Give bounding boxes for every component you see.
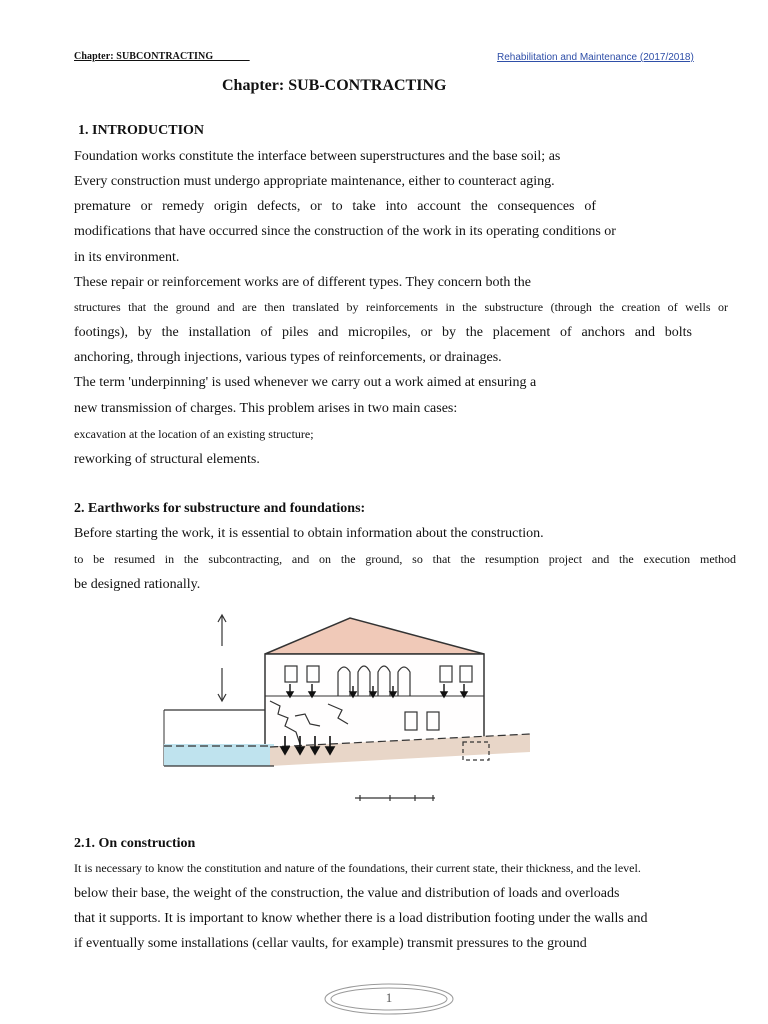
- paragraph-line: Every construction must undergo appropriate maintenance, either to counteract aging.: [74, 174, 555, 189]
- paragraph-line: to be resumed in the subcontracting, and on the ground, so that the resumption project and the execution method: [74, 552, 736, 566]
- section-heading-earthworks: 2. Earthworks for substructure and foundations:: [74, 501, 366, 516]
- paragraph-line: It is necessary to know the constitution and nature of the foundations, their current state, their thickness, and the level.: [74, 861, 641, 875]
- paragraph-line: anchoring, through injections, various types of reinforcements, or drainages.: [74, 350, 502, 365]
- section-heading-introduction: 1. INTRODUCTION: [78, 123, 205, 138]
- paragraph-line: footings), by the installation of piles and micropiles, or by the placement of anchors and bolts: [74, 325, 692, 340]
- paragraph-line: that it supports. It is important to know whether there is a load distribution footing under the walls and: [74, 911, 648, 926]
- paragraph-line: The term 'underpinning' is used whenever we carry out a work aimed at ensuring a: [74, 375, 537, 390]
- height-arrow-icon: [218, 615, 226, 701]
- paragraph-line: if eventually some installations (cellar vaults, for example) transmit pressures to the ground: [74, 936, 587, 951]
- ground-water: [164, 744, 274, 766]
- paragraph-line: modifications that have occurred since the construction of the work in its operating conditions or: [74, 224, 616, 239]
- page-number: 1: [385, 990, 393, 1005]
- paragraph-line: premature or remedy origin defects, or to take into account the consequences of: [74, 199, 596, 214]
- paragraph-line: Before starting the work, it is essential to obtain information about the construction.: [74, 526, 544, 541]
- list-item: excavation at the location of an existing structure;: [74, 427, 314, 441]
- list-item: reworking of structural elements.: [74, 452, 260, 467]
- paragraph-line: Foundation works constitute the interface between superstructures and the base soil; as: [74, 149, 561, 164]
- paragraph-line: These repair or reinforcement works are of different types. They concern both the: [74, 275, 532, 290]
- building-wall: [265, 654, 484, 747]
- paragraph-line: below their base, the weight of the construction, the value and distribution of loads and overloads: [74, 886, 620, 901]
- section-heading-on-construction: 2.1. On construction: [74, 836, 196, 851]
- chapter-title: Chapter: SUB-CONTRACTING: [222, 77, 447, 94]
- underpinning-building-sketch: [150, 606, 550, 806]
- paragraph-line: new transmission of charges. This problem arises in two main cases:: [74, 401, 458, 416]
- paragraph-line: be designed rationally.: [74, 577, 201, 592]
- page-header-right: Rehabilitation and Maintenance (2017/2018): [497, 52, 694, 63]
- page-header-left: Chapter: SUBCONTRACTING: [74, 51, 250, 62]
- paragraph-line: in its environment.: [74, 250, 180, 265]
- paragraph-line: structures that the ground and are then translated by reinforcements in the substructure (through the creation of wells or: [74, 300, 728, 314]
- roof: [265, 618, 484, 654]
